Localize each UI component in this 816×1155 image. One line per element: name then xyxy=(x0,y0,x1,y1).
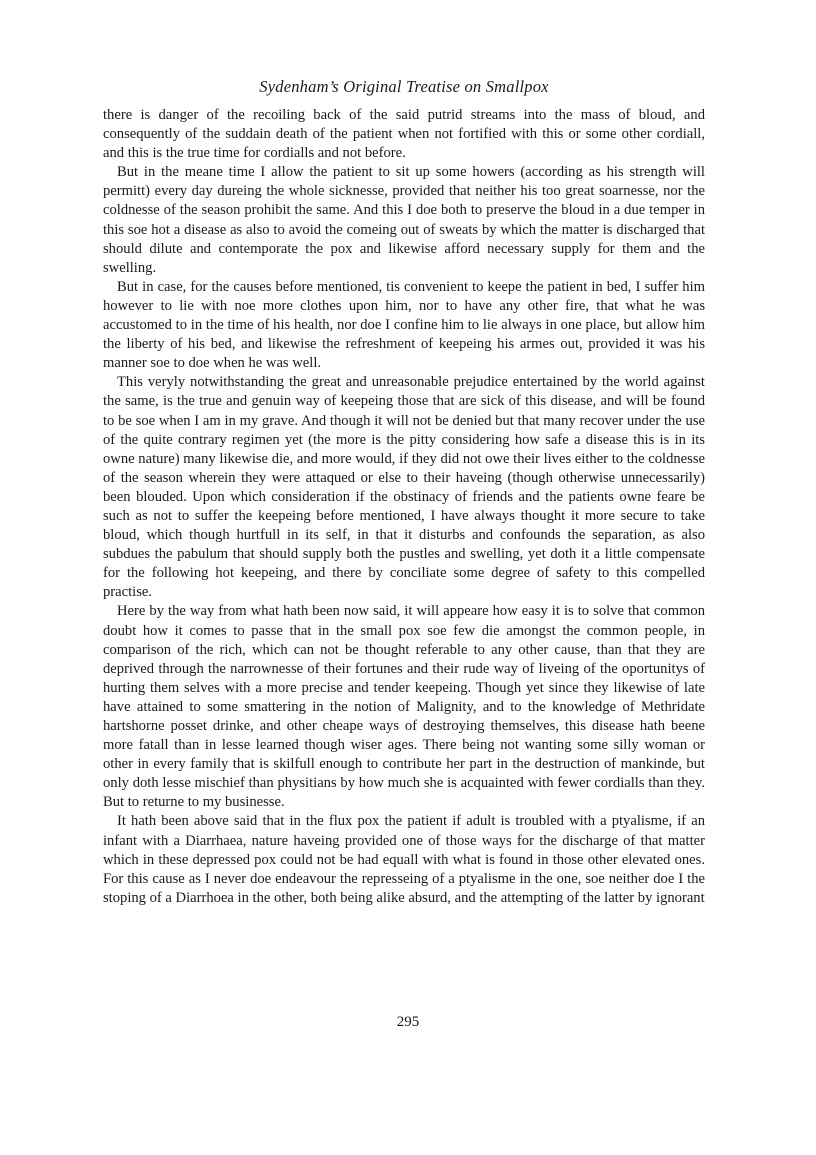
paragraph: But in case, for the causes before mentioned, tis convenient to keepe the patient in bed, I suffer him however to lie with noe more clothes upon him, nor to have any other fire, that what he was accustomed to in the time of his health, nor doe I confine him to lie always in one place, but allow him the liberty of his bed, and likewise the refreshment of keepeing his armes out, provided it was his manner soe to doe when he was well. xyxy=(103,278,705,372)
paragraph-continuation: there is danger of the recoiling back of the said putrid streams into the mass of bloud, and consequently of the suddain death of the patient when not fortified with this or some other cordiall, and this is the true time for cordialls and not before. xyxy=(103,107,705,162)
paragraph: This veryly notwithstanding the great and unreasonable prejudice entertained by the world against the same, is the true and genuin way of keepeing those that are sick of this disease, and will be found to be soe when I am in my grave. And though it will not be denied but that many recover under the use of the quite contrary regimen yet (the more is the pitty considering how safe a disease this is in its owne nature) many likewise die, and more would, if they did not owe their lives either to the coldnesse of the season wherein they were attaqued or else to their haveing (though otherwise unnecessarily) been blouded. Upon which consideration if the obstinacy of friends and the patients owne feare be such as not to suffer the keepeing before mentioned, I have always thought it more secure to take bloud, which though hurtfull in its self, in that it disturbs and confounds the separation, as also subdues the pabulum that should supply both the pustles and swelling, yet doth it a little compensate for the following hot keepeing, and there by conciliate some degree of safety to this compelled practise. xyxy=(103,374,705,601)
paragraph: But in the meane time I allow the patient to sit up some howers (according as his strength will permitt) every day dureing the whole sicknesse, provided that neither his too great soarnesse, nor the coldnesse of the season prohibit the same. And this I doe both to preserve the bloud in a due temper in this soe hot a disease as also to avoid the comeing out of sweats by which the matter is discharged that should dilute and contemporate the pox and likewise afford necessary supply for them and the swelling. xyxy=(103,164,705,276)
page-number: 295 xyxy=(396,1014,420,1030)
running-title: Sydenham’s Original Treatise on Smallpox xyxy=(259,77,549,96)
paragraph: Here by the way from what hath been now said, it will appeare how easy it is to solve that common doubt how it comes to passe that in the small pox soe few die amongst the common people, in comparison of the rich, which can not be thought referable to any other cause, than that they are deprived through the narrownesse of their fortunes and their rude way of liveing of the oportunitys of hurting them selves with a more precise and tender keepeing. Though yet since they likewise of late have attained to some smattering in the notion of Malignity, and to the knowledge of Methridate hartshorne posset drinke, and other cheape ways of destroying themselves, this disease hath beene more fatall than in lesse learned though wiser ages. There being not wanting some silly woman or other in every family that is skilfull enough to contribute her part in the destruction of mankinde, but only doth lesse mischief than physitians by how much she is acquainted with fewer cordialls than they. But to returne to my businesse. xyxy=(103,603,705,811)
page-content xyxy=(103,76,705,908)
paragraph: It hath been above said that in the flux pox the patient if adult is troubled with a ptyalisme, if an infant with a Diarrhaea, nature haveing provided one of those ways for the discharge of that matter which in these depressed pox could not be had equall with what is found in those other elevated ones. For this cause as I never doe endeavour the represseing of a ptyalisme in the one, soe neither doe I the stoping of a Diarrhoea in the other, both being alike absurd, and the attempting of the latter by ignorant xyxy=(103,813,705,906)
